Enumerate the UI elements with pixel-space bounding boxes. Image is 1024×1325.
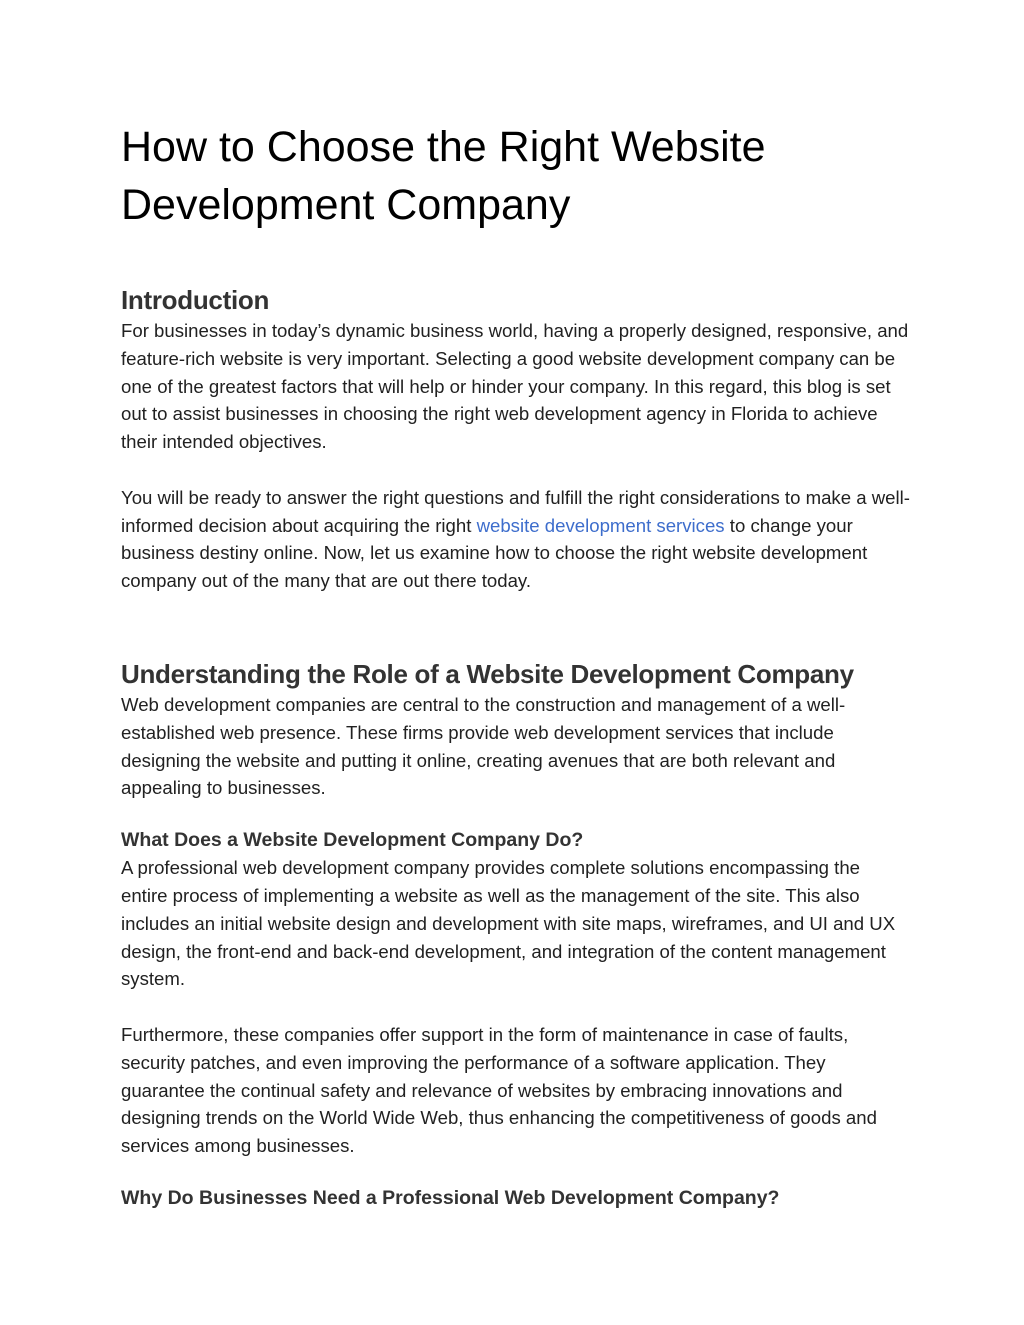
- document-title: How to Choose the Right Website Development Company: [121, 123, 766, 229]
- why-heading: Why Do Businesses Need a Professional Web Development Company?: [121, 1186, 780, 1209]
- intro-paragraph-2: [121, 484, 911, 595]
- role-paragraph-1: Web development companies are central to the construction and management of a well-established web presence. These firms provide web development services that include designing the website and putting it online, creating avenues that are both relevant and appealing to businesses.: [121, 693, 846, 799]
- intro-paragraph-1: For businesses in today’s dynamic business world, having a properly designed, responsive, and feature-rich website is very important. Selecting a good website development company can be one of the greatest factors that will help or hinder your company. In this regard, this blog is set out to assist businesses in choosing the right web development agency in Florida to achieve their intended objectives.: [121, 320, 909, 453]
- what-paragraph-1: A professional web development company provides complete solutions encompassing the entire process of implementing a website as well as the management of the site. This also includes an initial website design and development with site maps, wireframes, and UI and UX design, the front-end and back-end development, and integration of the content management system.: [121, 857, 896, 990]
- intro-heading: Introduction: [121, 285, 270, 315]
- intro-paragraph-2-end: to change your business destiny online. Now, let us examine how to choose the right website development company out of the many that are out there today.: [121, 514, 868, 592]
- intro-paragraph-2-start: You will be ready to answer the right questions and fulfill the right considerations to make a well-informed decision about acquiring the right: [121, 486, 910, 536]
- what-paragraph-2: Furthermore, these companies offer support in the form of maintenance in case of faults, security patches, and even improving the performance of a software application. They guarantee the continual safety and relevance of websites by embracing innovations and designing trends on the World Wide Web, thus enhancing the competitiveness of goods and services among businesses.: [121, 1023, 877, 1157]
- website-development-services-link[interactable]: website development services: [476, 514, 725, 536]
- what-heading: What Does a Website Development Company Do?: [121, 829, 584, 852]
- document-page: [121, 118, 911, 1212]
- role-heading: Understanding the Role of a Website Development Company: [121, 658, 854, 689]
